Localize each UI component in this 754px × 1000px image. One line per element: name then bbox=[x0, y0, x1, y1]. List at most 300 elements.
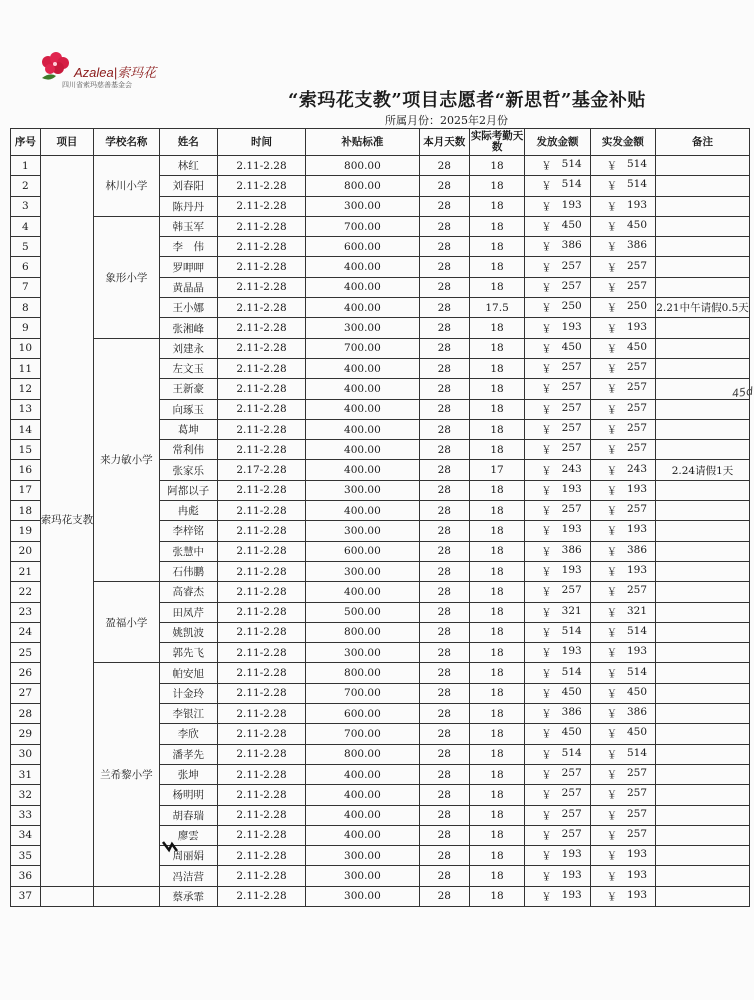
volunteer-name: 常利伟 bbox=[159, 440, 217, 460]
currency-symbol: ￥ bbox=[541, 606, 552, 619]
amount-value: 514 bbox=[561, 746, 582, 759]
currency-symbol: ￥ bbox=[606, 464, 618, 477]
subsidy-standard: 600.00 bbox=[306, 237, 420, 257]
amount-value: 386 bbox=[561, 543, 582, 556]
remark bbox=[656, 541, 750, 561]
actual-amount bbox=[590, 846, 655, 866]
currency-symbol: ￥ bbox=[541, 809, 552, 822]
month-days: 28 bbox=[419, 318, 469, 338]
volunteer-name: 胡春瑞 bbox=[159, 805, 217, 825]
azalea-flower-icon bbox=[36, 50, 76, 84]
currency-symbol: ￥ bbox=[606, 626, 618, 639]
amount-value: 386 bbox=[561, 706, 582, 719]
col-header: 序号 bbox=[11, 129, 41, 156]
remark bbox=[656, 358, 750, 378]
school-cell: 来力敏小学 bbox=[94, 338, 159, 582]
remark bbox=[656, 156, 750, 176]
currency-symbol: ￥ bbox=[541, 728, 552, 741]
issued-amount bbox=[525, 277, 590, 297]
month-days: 28 bbox=[419, 156, 469, 176]
amount-value: 450 bbox=[626, 726, 648, 739]
month-days: 28 bbox=[419, 277, 469, 297]
actual-amount bbox=[590, 298, 655, 318]
remark bbox=[656, 277, 750, 297]
attendance-days: 18 bbox=[469, 257, 525, 277]
remark bbox=[656, 825, 750, 845]
amount-value: 257 bbox=[626, 279, 648, 292]
row-number: 3 bbox=[11, 196, 41, 216]
subsidy-standard: 400.00 bbox=[306, 399, 420, 419]
currency-symbol: ￥ bbox=[541, 647, 552, 660]
currency-symbol: ￥ bbox=[606, 890, 618, 903]
issued-amount bbox=[525, 683, 590, 703]
remark bbox=[656, 501, 750, 521]
currency-symbol: ￥ bbox=[541, 241, 552, 254]
amount-value: 257 bbox=[561, 787, 582, 800]
remark bbox=[656, 744, 750, 764]
currency-symbol: ￥ bbox=[606, 566, 618, 579]
volunteer-name: 王小娜 bbox=[159, 298, 217, 318]
time-range: 2.11-2.28 bbox=[218, 237, 306, 257]
attendance-days: 18 bbox=[469, 805, 525, 825]
row-number: 6 bbox=[11, 257, 41, 277]
row-number: 27 bbox=[11, 683, 41, 703]
amount-value: 514 bbox=[626, 746, 648, 759]
col-header: 本月天数 bbox=[419, 129, 469, 156]
remark bbox=[656, 419, 750, 439]
volunteer-name: 李梓铭 bbox=[159, 521, 217, 541]
subsidy-standard: 700.00 bbox=[306, 216, 420, 236]
remark bbox=[656, 683, 750, 703]
table-row bbox=[11, 582, 750, 602]
time-range: 2.11-2.28 bbox=[218, 683, 306, 703]
currency-symbol: ￥ bbox=[606, 748, 618, 761]
remark bbox=[656, 764, 750, 784]
issued-amount bbox=[525, 399, 590, 419]
attendance-days: 18 bbox=[469, 338, 525, 358]
month-days: 28 bbox=[419, 724, 469, 744]
month-days: 28 bbox=[419, 704, 469, 724]
col-header: 时间 bbox=[218, 129, 306, 156]
issued-amount bbox=[525, 379, 590, 399]
volunteer-name: 计金玲 bbox=[159, 683, 217, 703]
time-range: 2.11-2.28 bbox=[218, 501, 306, 521]
amount-value: 450 bbox=[626, 340, 648, 353]
subsidy-standard: 400.00 bbox=[306, 764, 420, 784]
row-number: 10 bbox=[11, 338, 41, 358]
remark bbox=[656, 724, 750, 744]
currency-symbol: ￥ bbox=[606, 261, 618, 274]
currency-symbol: ￥ bbox=[541, 221, 552, 234]
amount-value: 321 bbox=[626, 604, 648, 617]
amount-value: 257 bbox=[561, 259, 582, 272]
volunteer-name: 周丽娟 bbox=[159, 846, 217, 866]
month-days: 28 bbox=[419, 196, 469, 216]
attendance-days: 17.5 bbox=[469, 298, 525, 318]
currency-symbol: ￥ bbox=[541, 363, 552, 376]
attendance-days: 18 bbox=[469, 419, 525, 439]
subsidy-table bbox=[10, 128, 750, 907]
amount-value: 250 bbox=[561, 300, 582, 313]
issued-amount bbox=[525, 318, 590, 338]
amount-value: 193 bbox=[561, 482, 582, 495]
attendance-days: 18 bbox=[469, 785, 525, 805]
amount-value: 193 bbox=[561, 523, 582, 536]
month-days: 28 bbox=[419, 440, 469, 460]
amount-value: 193 bbox=[626, 564, 648, 577]
table-row bbox=[11, 886, 750, 906]
issued-amount bbox=[525, 663, 590, 683]
subsidy-standard: 400.00 bbox=[306, 825, 420, 845]
currency-symbol: ￥ bbox=[541, 424, 552, 436]
month-days: 28 bbox=[419, 764, 469, 784]
volunteer-name: 罗呷呷 bbox=[159, 257, 217, 277]
currency-symbol: ￥ bbox=[606, 424, 618, 436]
actual-amount bbox=[590, 663, 655, 683]
month-days: 28 bbox=[419, 582, 469, 602]
table-row bbox=[11, 156, 750, 176]
time-range: 2.11-2.28 bbox=[218, 399, 306, 419]
row-number: 16 bbox=[11, 460, 41, 480]
attendance-days: 18 bbox=[469, 886, 525, 906]
attendance-days: 18 bbox=[469, 622, 525, 642]
attendance-days: 18 bbox=[469, 643, 525, 663]
volunteer-name: 李欣 bbox=[159, 724, 217, 744]
logo-brand: Azalea|索玛花 bbox=[74, 65, 157, 80]
amount-value: 450 bbox=[561, 685, 582, 698]
issued-amount bbox=[525, 846, 590, 866]
issued-amount bbox=[525, 501, 590, 521]
amount-value: 514 bbox=[626, 624, 648, 637]
month-days: 28 bbox=[419, 541, 469, 561]
currency-symbol: ￥ bbox=[541, 261, 552, 274]
subsidy-standard: 300.00 bbox=[306, 561, 420, 581]
amount-value: 193 bbox=[626, 320, 648, 333]
row-number: 20 bbox=[11, 541, 41, 561]
month-days: 28 bbox=[419, 643, 469, 663]
attendance-days: 18 bbox=[469, 501, 525, 521]
amount-value: 257 bbox=[626, 259, 648, 272]
amount-value: 193 bbox=[561, 848, 582, 861]
subsidy-standard: 700.00 bbox=[306, 338, 420, 358]
col-header: 发放金额 bbox=[525, 129, 590, 156]
row-number: 25 bbox=[11, 643, 41, 663]
currency-symbol: ￥ bbox=[541, 484, 552, 497]
month-days: 28 bbox=[419, 399, 469, 419]
volunteer-name: 杨明明 bbox=[159, 785, 217, 805]
month-days: 28 bbox=[419, 561, 469, 581]
issued-amount bbox=[525, 704, 590, 724]
attendance-days: 18 bbox=[469, 399, 525, 419]
volunteer-name: 刘春阳 bbox=[159, 176, 217, 196]
amount-value: 257 bbox=[561, 807, 582, 820]
subsidy-standard: 700.00 bbox=[306, 683, 420, 703]
logo-subtitle: 四川省索玛慈善基金会 bbox=[62, 81, 132, 89]
attendance-days: 17 bbox=[469, 460, 525, 480]
amount-value: 386 bbox=[561, 239, 582, 252]
amount-value: 257 bbox=[561, 401, 582, 414]
subsidy-standard: 300.00 bbox=[306, 846, 420, 866]
amount-value: 257 bbox=[626, 381, 648, 394]
remark bbox=[656, 785, 750, 805]
actual-amount bbox=[590, 561, 655, 581]
volunteer-name: 向琢玉 bbox=[159, 399, 217, 419]
col-header: 实发金额 bbox=[590, 129, 655, 156]
amount-value: 243 bbox=[626, 462, 648, 475]
subsidy-standard: 800.00 bbox=[306, 663, 420, 683]
currency-symbol: ￥ bbox=[606, 160, 618, 173]
attendance-days: 18 bbox=[469, 846, 525, 866]
volunteer-name: 张慧中 bbox=[159, 541, 217, 561]
subsidy-standard: 800.00 bbox=[306, 622, 420, 642]
amount-value: 257 bbox=[561, 827, 582, 840]
table-row bbox=[11, 216, 750, 236]
attendance-days: 18 bbox=[469, 541, 525, 561]
currency-symbol: ￥ bbox=[541, 626, 552, 639]
currency-symbol: ￥ bbox=[606, 180, 618, 193]
volunteer-name: 高睿杰 bbox=[159, 582, 217, 602]
issued-amount bbox=[525, 196, 590, 216]
volunteer-name: 张湘峰 bbox=[159, 318, 217, 338]
row-number: 36 bbox=[11, 866, 41, 886]
currency-symbol: ￥ bbox=[541, 687, 552, 700]
subsidy-standard: 400.00 bbox=[306, 460, 420, 480]
amount-value: 257 bbox=[626, 787, 648, 800]
time-range: 2.11-2.28 bbox=[218, 764, 306, 784]
issued-amount bbox=[525, 541, 590, 561]
issued-amount bbox=[525, 216, 590, 236]
currency-symbol: ￥ bbox=[541, 708, 552, 721]
project-cell: 索玛花支教 bbox=[40, 156, 94, 887]
issued-amount bbox=[525, 257, 590, 277]
row-number: 2 bbox=[11, 176, 41, 196]
currency-symbol: ￥ bbox=[606, 525, 618, 538]
remark bbox=[656, 257, 750, 277]
time-range: 2.11-2.28 bbox=[218, 744, 306, 764]
amount-value: 514 bbox=[561, 624, 582, 637]
amount-value: 250 bbox=[626, 300, 648, 313]
row-number: 8 bbox=[11, 298, 41, 318]
time-range: 2.11-2.28 bbox=[218, 582, 306, 602]
currency-symbol: ￥ bbox=[541, 870, 552, 883]
month-days: 28 bbox=[419, 805, 469, 825]
volunteer-name: 林红 bbox=[159, 156, 217, 176]
month-value: 2025年2月份 bbox=[440, 114, 508, 127]
actual-amount bbox=[590, 257, 655, 277]
currency-symbol: ￥ bbox=[541, 829, 552, 842]
volunteer-name: 帕安旭 bbox=[159, 663, 217, 683]
month-days: 28 bbox=[419, 886, 469, 906]
attendance-days: 18 bbox=[469, 561, 525, 581]
month-days: 28 bbox=[419, 257, 469, 277]
amount-value: 243 bbox=[561, 462, 582, 475]
actual-amount bbox=[590, 866, 655, 886]
issued-amount bbox=[525, 643, 590, 663]
volunteer-name: 阿都以子 bbox=[159, 480, 217, 500]
issued-amount bbox=[525, 622, 590, 642]
amount-value: 193 bbox=[626, 523, 648, 536]
issued-amount bbox=[525, 724, 590, 744]
subsidy-standard: 300.00 bbox=[306, 196, 420, 216]
school-cell: 盈福小学 bbox=[94, 582, 159, 663]
currency-symbol: ￥ bbox=[606, 647, 618, 660]
amount-value: 257 bbox=[626, 422, 648, 434]
amount-value: 450 bbox=[561, 726, 582, 739]
row-number: 5 bbox=[11, 237, 41, 257]
amount-value: 193 bbox=[626, 645, 648, 658]
time-range: 2.11-2.28 bbox=[218, 785, 306, 805]
amount-value: 386 bbox=[626, 239, 648, 252]
currency-symbol: ￥ bbox=[541, 748, 552, 761]
amount-value: 193 bbox=[561, 320, 582, 333]
attendance-days: 18 bbox=[469, 480, 525, 500]
time-range: 2.11-2.28 bbox=[218, 379, 306, 399]
row-number: 18 bbox=[11, 501, 41, 521]
attendance-days: 18 bbox=[469, 825, 525, 845]
volunteer-name: 蔡承霏 bbox=[159, 886, 217, 906]
currency-symbol: ￥ bbox=[541, 545, 552, 558]
currency-symbol: ￥ bbox=[606, 444, 618, 457]
time-range: 2.11-2.28 bbox=[218, 602, 306, 622]
month-days: 28 bbox=[419, 866, 469, 886]
col-header: 补贴标准 bbox=[306, 129, 420, 156]
attendance-days: 18 bbox=[469, 358, 525, 378]
month-days: 28 bbox=[419, 216, 469, 236]
month-days: 28 bbox=[419, 379, 469, 399]
month-days: 28 bbox=[419, 419, 469, 439]
currency-symbol: ￥ bbox=[541, 850, 552, 863]
amount-value: 514 bbox=[561, 158, 582, 171]
subsidy-standard: 600.00 bbox=[306, 704, 420, 724]
issued-amount bbox=[525, 156, 590, 176]
amount-value: 193 bbox=[561, 645, 582, 658]
remark bbox=[656, 338, 750, 358]
remark bbox=[656, 237, 750, 257]
subsidy-standard: 500.00 bbox=[306, 602, 420, 622]
volunteer-name: 黄晶晶 bbox=[159, 277, 217, 297]
amount-value: 514 bbox=[561, 178, 582, 191]
subsidy-standard: 300.00 bbox=[306, 643, 420, 663]
remark bbox=[656, 866, 750, 886]
remark bbox=[656, 704, 750, 724]
actual-amount bbox=[590, 379, 655, 399]
row-number: 26 bbox=[11, 663, 41, 683]
attendance-days: 18 bbox=[469, 764, 525, 784]
month-days: 28 bbox=[419, 298, 469, 318]
currency-symbol: ￥ bbox=[606, 221, 618, 234]
time-range: 2.11-2.28 bbox=[218, 561, 306, 581]
attendance-days: 18 bbox=[469, 663, 525, 683]
actual-amount bbox=[590, 764, 655, 784]
remark bbox=[656, 399, 750, 419]
currency-symbol: ￥ bbox=[606, 708, 618, 721]
amount-value: 514 bbox=[561, 665, 582, 678]
remark bbox=[656, 622, 750, 642]
foundation-logo bbox=[34, 50, 157, 92]
amount-value: 193 bbox=[626, 888, 648, 901]
time-range: 2.11-2.28 bbox=[218, 480, 306, 500]
row-number: 9 bbox=[11, 318, 41, 338]
currency-symbol: ￥ bbox=[541, 383, 552, 396]
currency-symbol: ￥ bbox=[541, 890, 552, 903]
subsidy-standard: 800.00 bbox=[306, 156, 420, 176]
actual-amount bbox=[590, 602, 655, 622]
currency-symbol: ￥ bbox=[606, 870, 618, 883]
month-days: 28 bbox=[419, 825, 469, 845]
actual-amount bbox=[590, 744, 655, 764]
issued-amount bbox=[525, 866, 590, 886]
volunteer-name: 陈丹丹 bbox=[159, 196, 217, 216]
remark bbox=[656, 521, 750, 541]
month-days: 28 bbox=[419, 358, 469, 378]
subsidy-standard: 400.00 bbox=[306, 501, 420, 521]
currency-symbol: ￥ bbox=[606, 505, 618, 518]
currency-symbol: ￥ bbox=[606, 667, 618, 680]
row-number: 37 bbox=[11, 886, 41, 906]
currency-symbol: ￥ bbox=[541, 566, 552, 579]
ink-scribble-mark bbox=[160, 838, 182, 854]
actual-amount bbox=[590, 683, 655, 703]
time-range: 2.11-2.28 bbox=[218, 704, 306, 724]
table-header-row bbox=[11, 129, 750, 156]
currency-symbol: ￥ bbox=[541, 505, 552, 518]
subsidy-standard: 400.00 bbox=[306, 298, 420, 318]
table-row bbox=[11, 338, 750, 358]
time-range: 2.11-2.28 bbox=[218, 622, 306, 642]
remark bbox=[656, 886, 750, 906]
currency-symbol: ￥ bbox=[541, 667, 552, 680]
actual-amount bbox=[590, 318, 655, 338]
month-days: 28 bbox=[419, 846, 469, 866]
amount-value: 193 bbox=[626, 868, 648, 881]
amount-value: 257 bbox=[561, 381, 582, 394]
amount-value: 257 bbox=[626, 584, 648, 597]
issued-amount bbox=[525, 298, 590, 318]
attendance-days: 18 bbox=[469, 196, 525, 216]
actual-amount bbox=[590, 501, 655, 521]
issued-amount bbox=[525, 602, 590, 622]
volunteer-name: 张坤 bbox=[159, 764, 217, 784]
volunteer-name: 左文玉 bbox=[159, 358, 217, 378]
currency-symbol: ￥ bbox=[606, 728, 618, 741]
row-number: 15 bbox=[11, 440, 41, 460]
remark bbox=[656, 318, 750, 338]
attendance-days: 18 bbox=[469, 237, 525, 257]
month-days: 28 bbox=[419, 237, 469, 257]
attendance-days: 18 bbox=[469, 379, 525, 399]
issued-amount bbox=[525, 561, 590, 581]
volunteer-name: 王新豪 bbox=[159, 379, 217, 399]
actual-amount bbox=[590, 480, 655, 500]
amount-value: 193 bbox=[626, 198, 648, 211]
row-number: 33 bbox=[11, 805, 41, 825]
amount-value: 193 bbox=[561, 564, 582, 577]
subsidy-standard: 400.00 bbox=[306, 358, 420, 378]
currency-symbol: ￥ bbox=[606, 200, 618, 213]
amount-value: 257 bbox=[561, 442, 582, 455]
issued-amount bbox=[525, 785, 590, 805]
currency-symbol: ￥ bbox=[541, 281, 552, 294]
volunteer-name: 冯洁营 bbox=[159, 866, 217, 886]
actual-amount bbox=[590, 886, 655, 906]
actual-amount bbox=[590, 358, 655, 378]
issued-amount bbox=[525, 582, 590, 602]
currency-symbol: ￥ bbox=[606, 363, 618, 376]
attendance-days: 18 bbox=[469, 866, 525, 886]
volunteer-name: 李 伟 bbox=[159, 237, 217, 257]
currency-symbol: ￥ bbox=[606, 809, 618, 822]
issued-amount bbox=[525, 440, 590, 460]
